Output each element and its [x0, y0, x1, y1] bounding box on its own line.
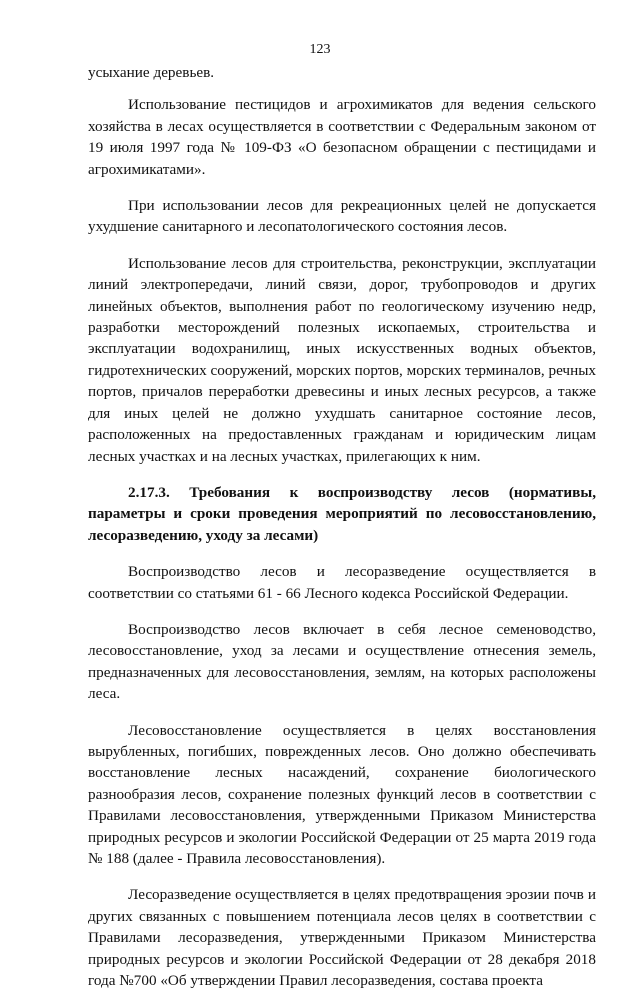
paragraph-afforestation: Лесоразведение осуществляется в целях предотвращения эрозии почв и других связанных с повышением потенциала лесов целях в соответствии с Правилами лесоразведения, утвержденными Приказом Министерства природных ресурсов и экологии Российской Федерации от 28 декабря 2018 года №700 «Об утверждении Правил лесоразведения, состава проекта	[88, 886, 596, 990]
paragraph-reproduction-includes: Воспроизводство лесов включает в себя лесное семеноводство, лесовосстановление, уход за лесами и осуществление отнесения земель, предназначенных для лесовосстановления, землям, на которых расположены леса.	[88, 620, 596, 703]
page-body	[88, 62, 596, 1006]
section-heading-2-17-3: 2.17.3. Требования к воспроизводству лесов (нормативы, параметры и сроки проведения мероприятий по лесовосстановлению, лесоразведению, уходу за лесами)	[88, 483, 596, 544]
paragraph-reproduction: Воспроизводство лесов и лесоразведение осуществляется в соответствии со статьями 61 - 66 Лесного кодекса Российской Федерации.	[88, 563, 596, 602]
paragraph-continuation: усыхание деревьев.	[88, 64, 215, 81]
paragraph-pesticides: Использование пестицидов и агрохимикатов для ведения сельского хозяйства в лесах осуществляется в соответствии с Федеральным законом от 19 июля 1997 года № 109-ФЗ «О безопасном обращении с пестицидами и агрохимикатами».	[88, 96, 596, 178]
page-number: 123	[309, 42, 331, 57]
paragraph-reforestation: Лесовосстановление осуществляется в целях восстановления вырубленных, погибших, поврежденных лесов. Оно должно обеспечивать восстановление лесных насаждений, сохранение биологического разнообразия лесов, сохранение полезных функций лесов в соответствии с Правилами лесовосстановления, утвержденными Приказом Министерства природных ресурсов и экологии Российской Федерации от 25 марта 2019 года № 188 (далее - Правила лесовосстановления).	[88, 721, 596, 867]
paragraph-construction: Использование лесов для строительства, реконструкции, эксплуатации линий электропередачи, линий связи, дорог, трубопроводов и других линейных объектов, выполнения работ по геологическому изучению недр, разработки месторождений полезных ископаемых, строительства и эксплуатации водохранилищ, иных искусственных водных объектов, гидротехнических сооружений, морских портов, морских терминалов, речных портов, причалов переработки древесины и иных лесных ресурсов, а также для иных целей не должно ухудшать санитарное состояние лесов, расположенных на предоставленных гражданам и юридическим лицам лесных участках и на лесных участках, прилегающих к ним.	[88, 254, 596, 465]
paragraph-recreation: При использовании лесов для рекреационных целей не допускается ухудшение санитарного и лесопатологического состояния лесов.	[88, 197, 596, 236]
